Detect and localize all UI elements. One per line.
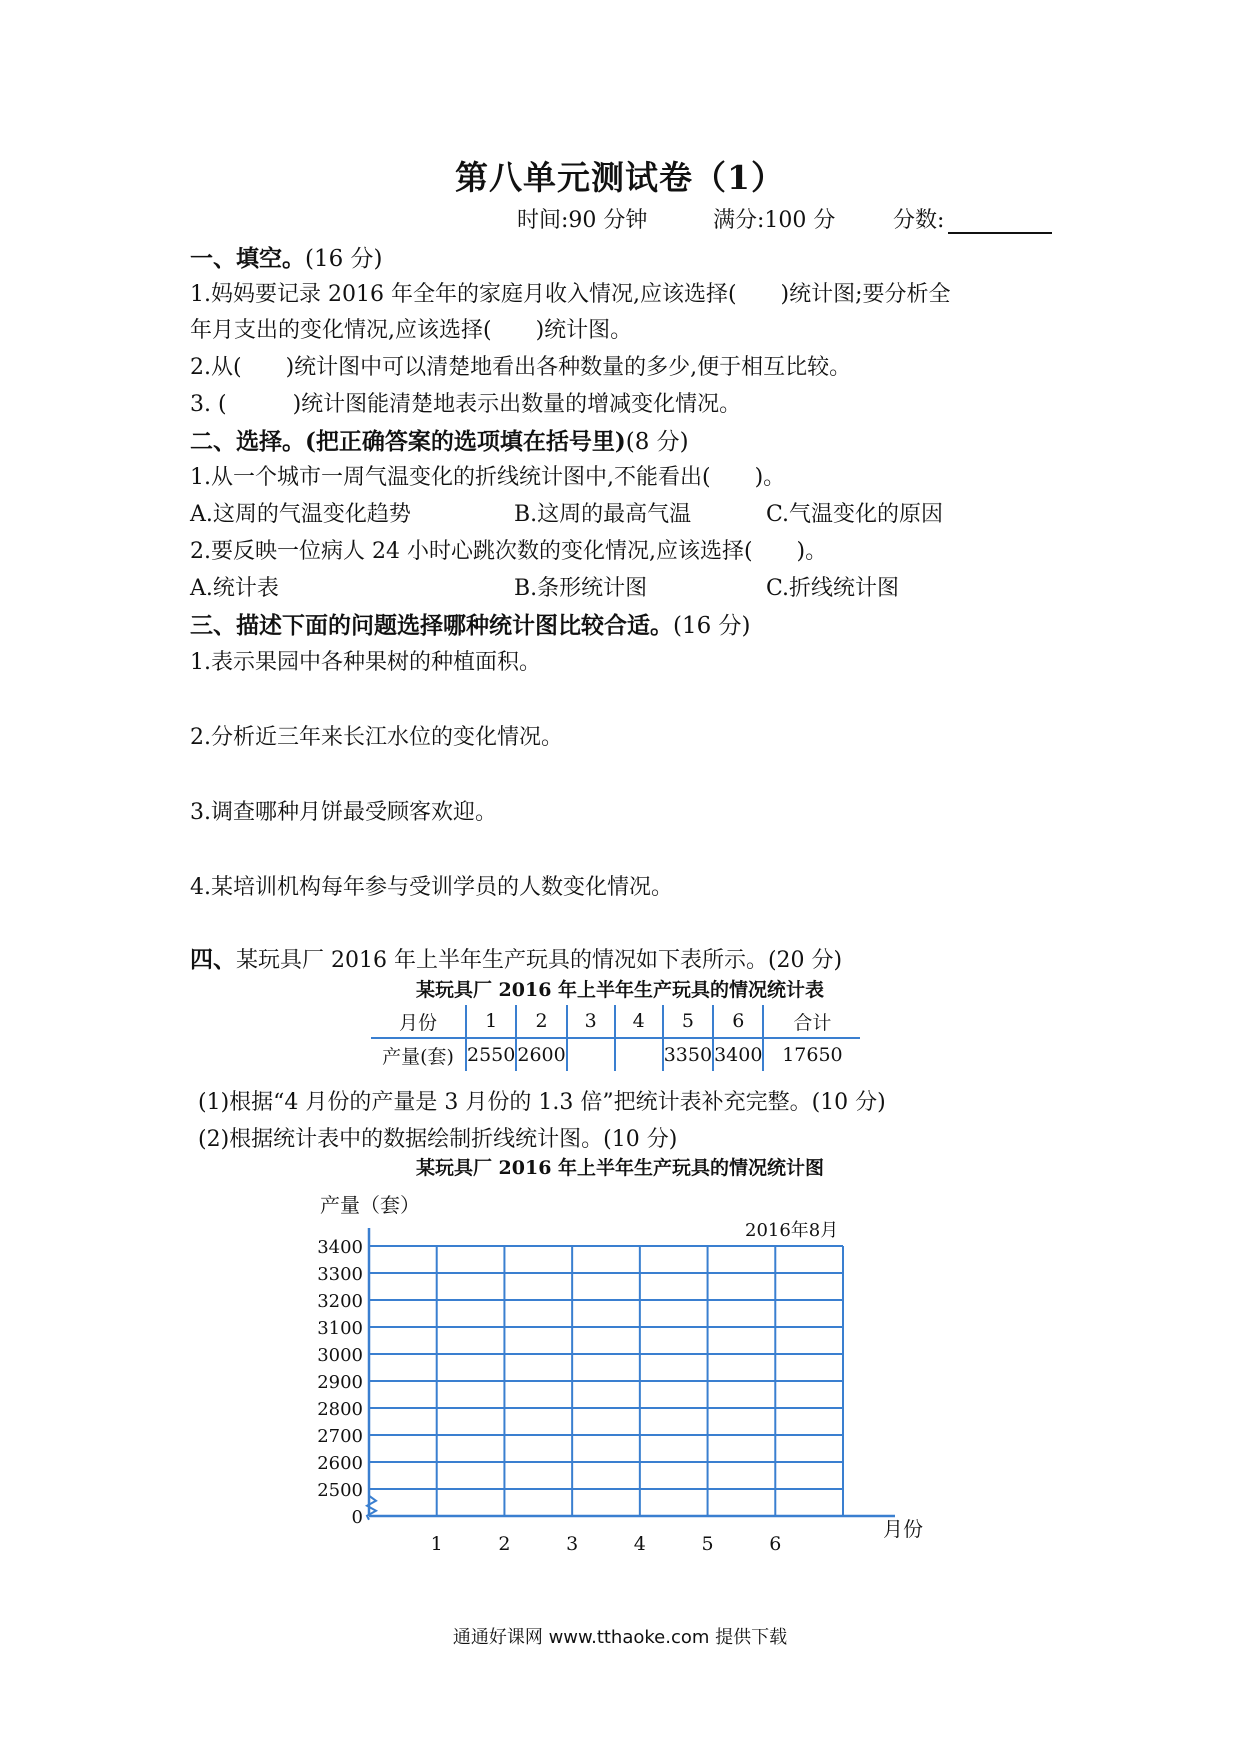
- chart-title: 某玩具厂 2016 年上半年生产玩具的情况统计图: [415, 1157, 825, 1179]
- s2-q2: 2.要反映一位病人 24 小时心跳次数的变化情况,应该选择( )。: [190, 539, 828, 564]
- table-cell: 2: [516, 1005, 566, 1038]
- x-axis-title: 月份: [883, 1517, 923, 1541]
- section-3-title: 三、描述下面的问题选择哪种统计图比较合适。: [190, 612, 673, 639]
- y-tick-label: 0: [351, 1507, 363, 1528]
- y-tick-label: 3100: [317, 1318, 363, 1339]
- x-tick-label: 6: [769, 1533, 782, 1555]
- s2-q2-option-b: B.条形统计图: [514, 576, 648, 601]
- y-tick-label: 2500: [317, 1480, 363, 1501]
- y-tick-label: 3200: [317, 1291, 363, 1312]
- x-tick-label: 5: [701, 1533, 714, 1555]
- s1-q2: 2.从( )统计图中可以清楚地看出各种数量的多少,便于相互比较。: [190, 355, 852, 380]
- s2-q1: 1.从一个城市一周气温变化的折线统计图中,不能看出( )。: [190, 465, 786, 490]
- x-tick-label: 1: [430, 1533, 443, 1555]
- s4-sub2: (2)根据统计表中的数据绘制折线统计图。(10 分): [198, 1127, 678, 1152]
- table-cell: 3350: [663, 1038, 713, 1071]
- full-score: 满分:100 分: [713, 208, 836, 233]
- section-1-points: (16 分): [305, 246, 383, 272]
- table-cell: 17650: [763, 1038, 860, 1071]
- table-cell: 1: [466, 1005, 516, 1038]
- s3-q3: 3.调查哪种月饼最受顾客欢迎。: [190, 800, 497, 825]
- table-cell: 6: [713, 1005, 763, 1038]
- section-3-points: (16 分): [673, 613, 751, 639]
- s2-q2-option-a: A.统计表: [190, 576, 279, 601]
- table-cell: 产量(套): [382, 1045, 454, 1068]
- x-tick-label: 2: [498, 1533, 511, 1555]
- x-tick-label: 3: [566, 1533, 579, 1555]
- y-tick-label: 2800: [317, 1399, 363, 1420]
- y-tick-label: 3000: [317, 1345, 363, 1366]
- score-label: 分数:: [893, 208, 945, 233]
- table-cell: 5: [663, 1005, 713, 1038]
- y-tick-label: 3300: [317, 1264, 363, 1285]
- x-tick-label: 4: [633, 1533, 646, 1555]
- s2-q1-option-a: A.这周的气温变化趋势: [190, 502, 411, 527]
- section-4-number: 四、: [190, 946, 236, 973]
- s2-q1-option-c: C.气温变化的原因: [766, 502, 944, 527]
- table-cell: 3400: [713, 1038, 763, 1071]
- s2-q1-option-b: B.这周的最高气温: [514, 502, 692, 527]
- time-limit: 时间:90 分钟: [517, 208, 648, 233]
- s3-q4: 4.某培训机构每年参与受训学员的人数变化情况。: [190, 875, 673, 900]
- table-cell: 2550: [466, 1038, 516, 1071]
- section-2-title: 二、选择。(把正确答案的选项填在括号里): [190, 428, 626, 455]
- s3-q1: 1.表示果园中各种果树的种植面积。: [190, 650, 541, 675]
- section-1-title: 一、填空。: [190, 245, 305, 272]
- y-axis-title: 产量（套）: [320, 1193, 420, 1217]
- table-title: 某玩具厂 2016 年上半年生产玩具的情况统计表: [415, 979, 825, 1001]
- footer-credit: 通通好课网 www.tthaoke.com 提供下载: [452, 1627, 788, 1648]
- s4-sub1: (1)根据“4 月份的产量是 3 月份的 1.3 倍”把统计表补充完整。(10 分): [198, 1090, 886, 1115]
- y-tick-label: 2900: [317, 1372, 363, 1393]
- y-tick-label: 2700: [317, 1426, 363, 1447]
- table-cell: 月份: [371, 1005, 466, 1038]
- s1-q1-line1: 1.妈妈要记录 2016 年全年的家庭月收入情况,应该选择( )统计图;要分析全: [190, 282, 951, 307]
- s2-q2-option-c: C.折线统计图: [766, 576, 900, 601]
- section-2-points: (8 分): [625, 429, 689, 455]
- table-cell: 2600: [516, 1038, 566, 1071]
- chart-date-note: 2016年8月: [745, 1220, 839, 1241]
- y-tick-label: 3400: [317, 1237, 363, 1258]
- s1-q3: 3. ( )统计图能清楚地表示出数量的增减变化情况。: [190, 392, 742, 417]
- table-cell: 3: [567, 1005, 615, 1038]
- section-4-text: 某玩具厂 2016 年上半年生产玩具的情况如下表所示。(20 分): [236, 948, 843, 973]
- table-cell: 4: [615, 1005, 663, 1038]
- table-cell: 合计: [763, 1005, 860, 1038]
- s3-q2: 2.分析近三年来长江水位的变化情况。: [190, 725, 563, 750]
- page-title: 第八单元测试卷（1）: [455, 158, 785, 197]
- s1-q1-line2: 年月支出的变化情况,应该选择( )统计图。: [190, 318, 633, 343]
- y-tick-label: 2600: [317, 1453, 363, 1474]
